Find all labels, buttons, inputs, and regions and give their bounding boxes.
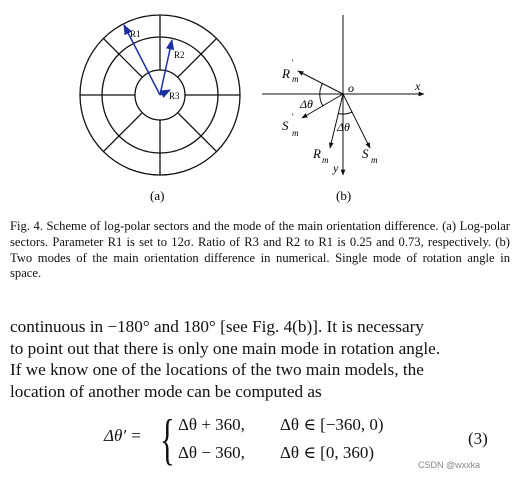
body-line: location of another mode can be computed as [10, 381, 322, 401]
sm-subscript: m [371, 155, 378, 165]
rm-label: R [313, 146, 321, 161]
body-line: to point out that there is only one main mode in rotation angle. [10, 338, 441, 358]
equation-number: (3) [468, 429, 488, 448]
r3-label: R3 [169, 91, 180, 101]
equation-condition-2: Δθ ∈ [0, 360) [280, 443, 374, 462]
sm-prime-superscript: ' [292, 112, 294, 122]
watermark: CSDN @wxxka [418, 460, 481, 470]
x-axis-label: x [415, 79, 421, 93]
rm-prime-superscript: ' [292, 58, 294, 68]
body-line: If we know one of the locations of the two main models, the [10, 360, 424, 379]
sm-prime-subscript: m [292, 128, 299, 138]
origin-label: o [348, 81, 354, 95]
subfigure-b-label: (b) [336, 188, 352, 203]
sm-label: S [362, 146, 369, 161]
rm-prime-label: R [282, 66, 290, 81]
sm-prime-label: S [282, 118, 289, 133]
rm-subscript: m [322, 155, 329, 165]
delta-theta-arc-lower [339, 112, 353, 114]
r2-arrow [160, 40, 172, 95]
orientation-diagram [262, 15, 424, 175]
r2-label: R2 [174, 50, 185, 60]
rm-prime-subscript: m [292, 74, 299, 84]
equation-brace: { [160, 409, 175, 471]
equation-case-1: Δθ + 360, [178, 415, 245, 434]
equation-case-2: Δθ − 360, [178, 443, 245, 462]
body-line: continuous in −180° and 180° [see Fig. 4(b)]. It is necessary [10, 317, 424, 336]
equation-lhs: Δθ′ = [104, 426, 142, 445]
delta-theta-lower-label: Δθ [337, 120, 350, 134]
equation-condition-1: Δθ ∈ [−360, 0) [280, 415, 384, 434]
delta-theta-upper-label: Δθ [300, 97, 313, 111]
r1-label: R1 [130, 29, 141, 39]
figure-caption: Fig. 4. Scheme of log-polar sectors and the mode of the main orientation difference. (a) Log-polar sectors. Parameter R1 is set to 12σ. Ratio of R3 and R2 to R1 is 0.25 and 0.73, respectively. (b) Two modes of the main orientation difference in numerical. Single mode of rotation angle in space. [10, 219, 510, 281]
body-paragraph [10, 316, 510, 402]
y-axis-label: y [333, 161, 339, 175]
rm-prime-vector [298, 71, 343, 94]
figure-4 [0, 0, 517, 215]
delta-theta-arc-upper [320, 84, 323, 106]
subfigure-a-label: (a) [150, 188, 165, 203]
